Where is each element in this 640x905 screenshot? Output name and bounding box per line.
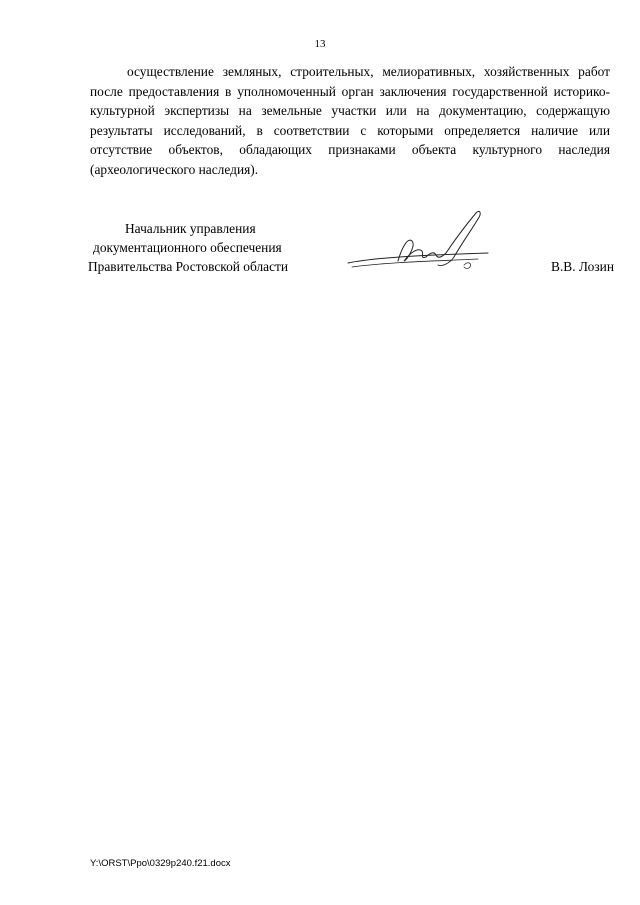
signer-title [88,219,328,276]
page-number: 13 [314,38,326,50]
signer-name: В.В. Лозин [551,259,614,274]
signer-title-line: документационного обеспечения [93,240,282,255]
signature-block [88,219,614,279]
body-paragraph: осуществление земляных, строительных, мелиоративных, хозяйственных работ после предоставления в уполномоченный орган заключения государственной историко-культурной экспертизы на земельные участки или на документацию, содержащую результаты исследований, в соответствии с которыми определяется наличие или отсутствие объектов, обладающих признаками объекта культурного наследия (археологического наследия). [90,64,610,177]
document-file-path: Y:\ORST\Ppo\0329p240.f21.docx [90,858,231,869]
signer-title-line: Начальник управления [125,221,256,236]
signer-title-line: Правительства Ростовской области [88,259,289,274]
handwritten-signature-icon [338,207,498,277]
